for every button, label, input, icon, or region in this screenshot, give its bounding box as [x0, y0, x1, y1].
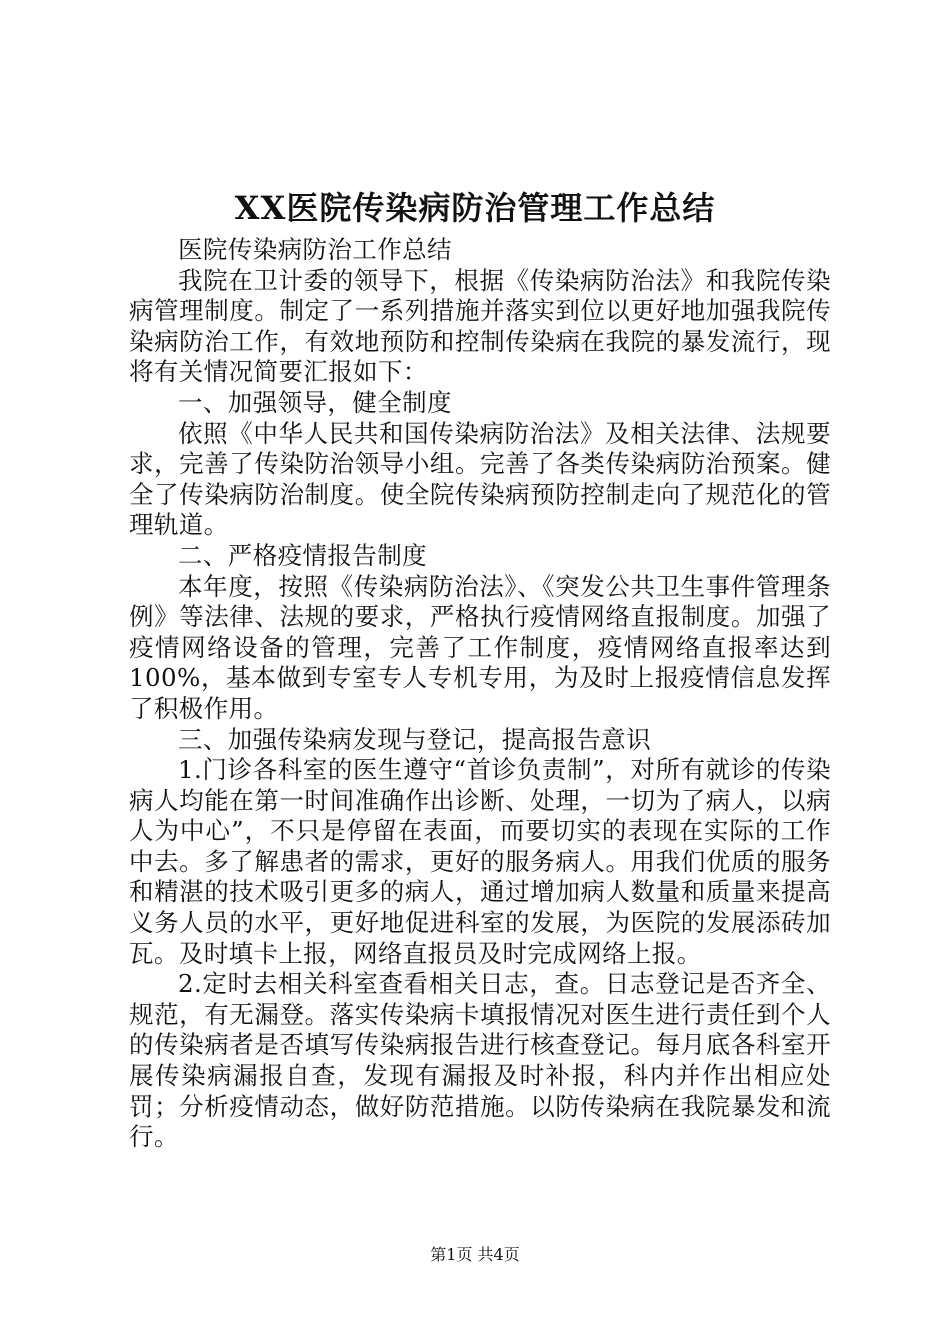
section-2-paragraph: 本年度，按照《传染病防治法》、《突发公共卫生事件管理条例》等法律、法规的要求，严格执行疫情网络直报制度。加强了疫情网络设备的管理，完善了工作制度，疫情网络直报率达到100%，基本做到专室专人专机专用，为及时上报疫情信息发挥了积极作用。 — [129, 571, 831, 723]
section-1-paragraph: 依照《中华人民共和国传染病防治法》及相关法律、法规要求，完善了传染防治领导小组。完善了各类传染病防治预案。健全了传染病防治制度。使全院传染病预防控制走向了规范化的管理轨道。 — [129, 418, 831, 540]
section-heading-3: 三、加强传染病发现与登记，提高报告意识 — [178, 724, 652, 754]
subtitle-paragraph: 医院传染病防治工作总结 — [178, 235, 452, 264]
page-footer: 第1页 共4页 — [430, 1245, 520, 1264]
section-3-item-1: 1.门诊各科室的医生遵守“首诊负责制”，对所有就诊的传染病人均能在第一时间准确作出诊断、处理，一切为了病人，以病人为中心”，不只是停留在表面，而要切实的表现在实际的工作中去。多了解患者的需求，更好的服务病人。用我们优质的服务和精湛的技术吸引更多的病人，通过增加病人数量和质量来提高义务人员的水平，更好地促进科室的发展，为医院的发展添砖加瓦。及时填卡上报，网络直报员及时完成网络上报。 — [129, 755, 831, 968]
intro-paragraph: 我院在卫计委的领导下，根据《传染病防治法》和我院传染病管理制度。制定了一系列措施并落实到位以更好地加强我院传染病防治工作，有效地预防和控制传染病在我院的暴发流行，现将有关情况简要汇报如下： — [129, 265, 831, 387]
document-title: XX医院传染病防治管理工作总结 — [234, 189, 716, 227]
document-body — [129, 235, 831, 1153]
section-3-item-2: 2.定时去相关科室查看相关日志，查。日志登记是否齐全、规范，有无漏登。落实传染病卡填报情况对医生进行责任到个人的传染病者是否填写传染病报告进行核查登记。每月底各科室开展传染病漏报自查，发现有漏报及时补报，科内并作出相应处罚；分析疫情动态，做好防范措施。以防传染病在我院暴发和流行。 — [129, 969, 831, 1152]
section-heading-1: 一、加强领导，健全制度 — [178, 387, 452, 417]
section-heading-2: 二、严格疫情报告制度 — [178, 540, 427, 570]
